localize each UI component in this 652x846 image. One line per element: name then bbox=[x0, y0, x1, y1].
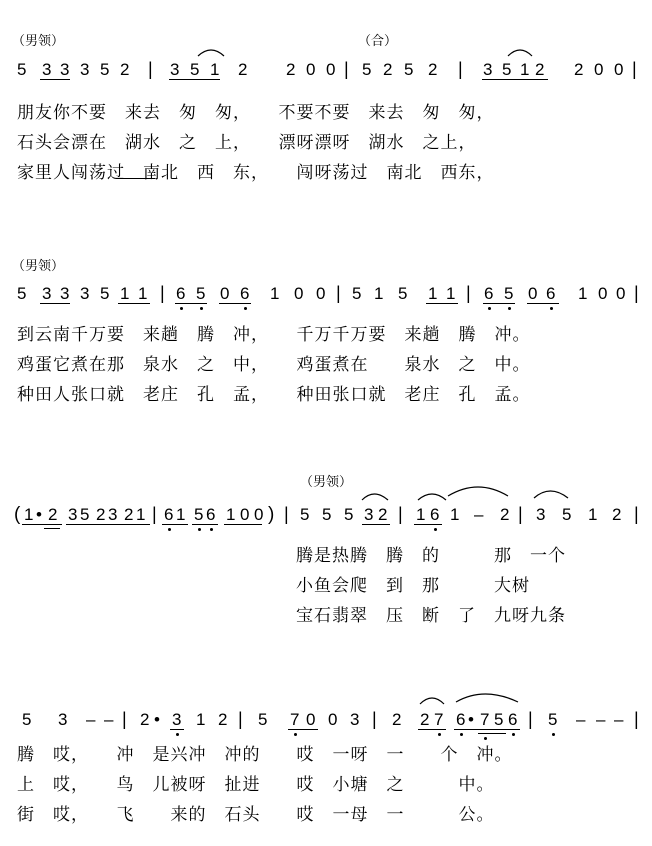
slur-arc bbox=[362, 494, 388, 500]
label-male-lead-3: （男领） bbox=[300, 475, 353, 490]
slur-arc bbox=[456, 694, 518, 702]
slur-arc bbox=[534, 491, 568, 498]
slur-arc bbox=[420, 698, 444, 704]
slur-arc bbox=[198, 50, 224, 56]
lyrics-3-verse-2: 小鱼会爬 到 那 大树 bbox=[296, 576, 530, 596]
lyric-underline bbox=[117, 178, 155, 179]
lyrics-4-verse-3: 街 哎， 飞 来的 石头 哎 一母 一 公。 bbox=[17, 805, 495, 825]
lyrics-4-verse-1: 腾 哎， 冲 是兴冲 冲的 哎 一呀 一 个 冲。 bbox=[17, 745, 513, 765]
slur-arc bbox=[418, 494, 446, 500]
lyrics-3-verse-1: 腾是热腾 腾 的 那 一个 bbox=[296, 546, 566, 566]
label-chorus: （合） bbox=[358, 34, 398, 49]
lyrics-2-verse-2: 鸡蛋它煮在那 泉水 之 中， 鸡蛋煮在 泉水 之 中。 bbox=[17, 355, 531, 375]
label-male-lead-2: （男领） bbox=[12, 259, 65, 274]
slur-arc bbox=[448, 487, 508, 496]
slur-arc bbox=[508, 50, 532, 56]
lyrics-2-verse-3: 种田人张口就 老庄 孔 孟， 种田张口就 老庄 孔 孟。 bbox=[17, 385, 531, 405]
lyrics-1-verse-2: 石头会漂在 湖水 之 上， 漂呀漂呀 湖水 之上， bbox=[17, 133, 477, 153]
lyrics-1-verse-1: 朋友你不要 来去 匆 匆， 不要不要 来去 匆 匆， bbox=[17, 103, 495, 123]
lyrics-2-verse-1: 到云南千万要 来趟 腾 冲， 千万千万要 来趟 腾 冲。 bbox=[17, 325, 531, 345]
lyrics-4-verse-2: 上 哎， 鸟 儿被呀 扯进 哎 小塘 之 中。 bbox=[17, 775, 495, 795]
lyrics-3-verse-3: 宝石翡翠 压 断 了 九呀九条 bbox=[296, 606, 566, 626]
label-male-lead-1: （男领） bbox=[12, 34, 65, 49]
lyrics-1-verse-3: 家里人闯荡过 南北 西 东， 闯呀荡过 南北 西东， bbox=[17, 163, 495, 183]
